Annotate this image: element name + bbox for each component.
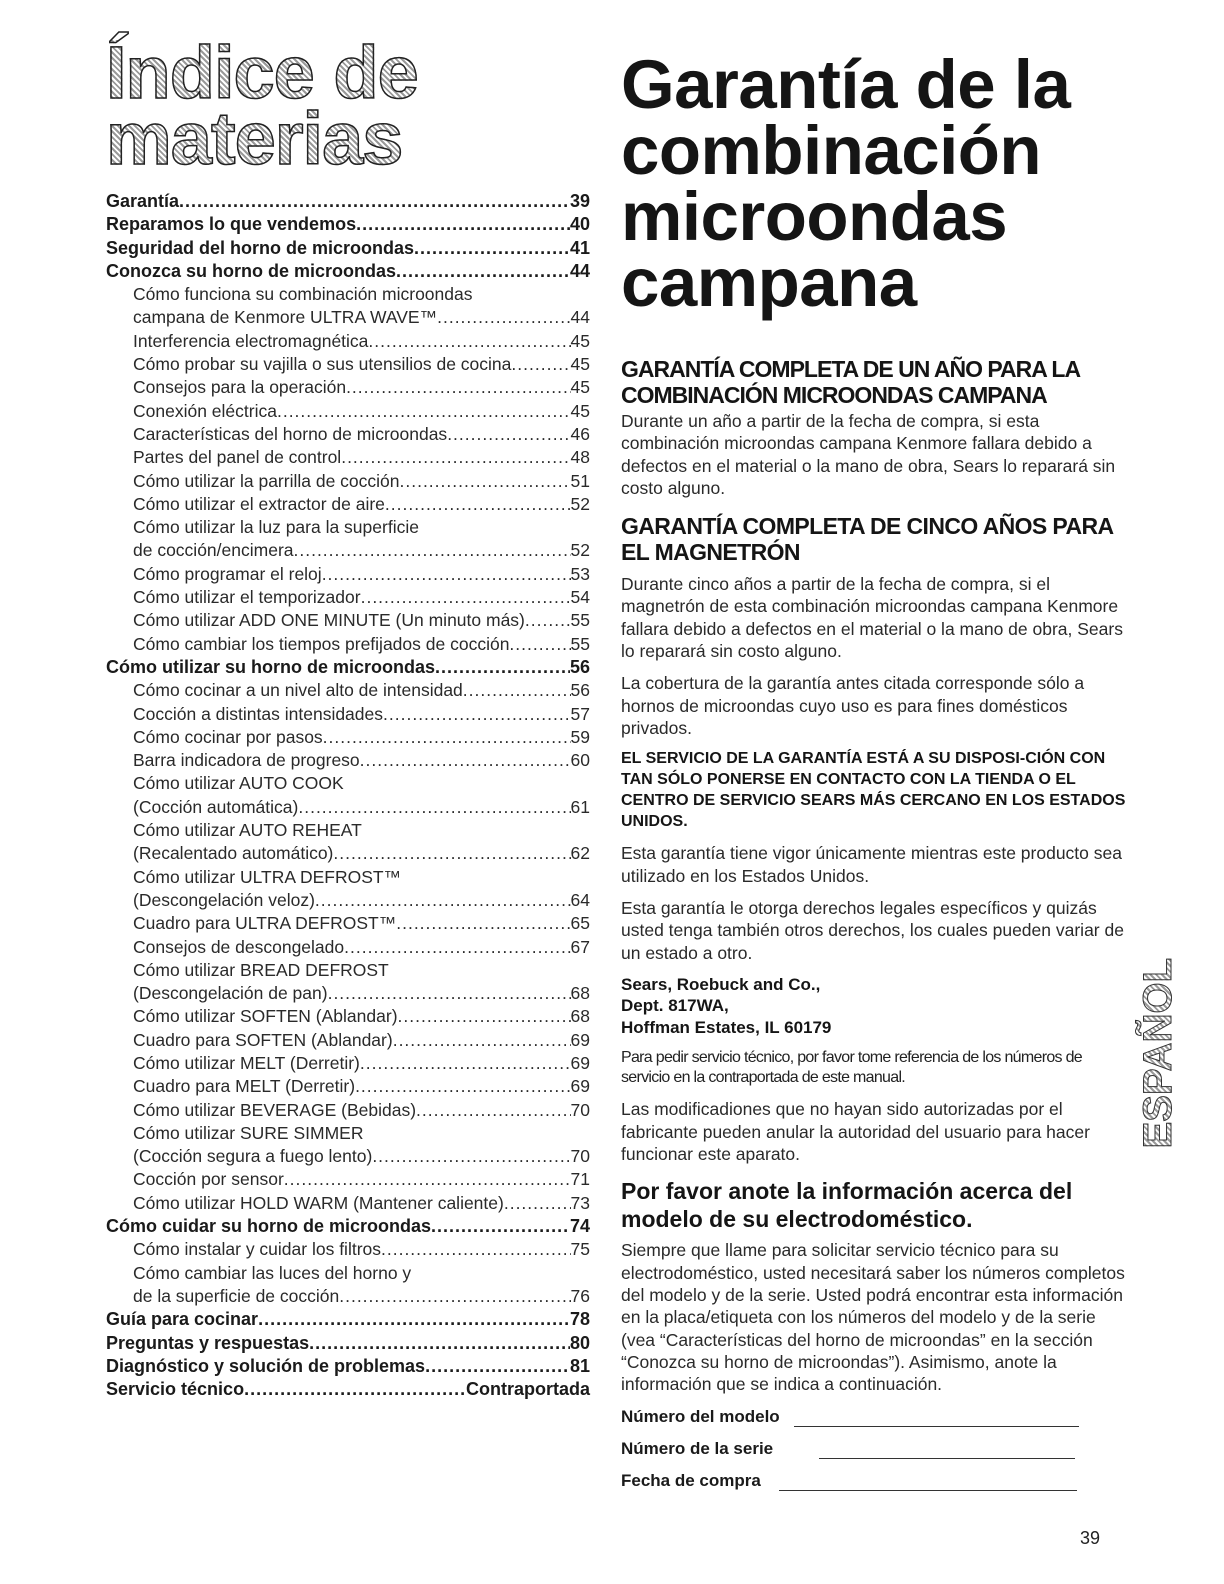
toc-entry-label: Cómo utilizar SURE SIMMER [133, 1122, 364, 1143]
toc-page-number: Contraportada [465, 1379, 590, 1400]
toc-entry-label-cont: (Cocción segura a fuego lento) [133, 1146, 373, 1167]
toc-leader-dots [322, 563, 571, 586]
toc-leader-dots [298, 796, 570, 819]
toc-entry [106, 703, 590, 726]
toc-entry [106, 1215, 590, 1238]
toc-entry [106, 563, 590, 586]
toc-entry [106, 889, 590, 912]
address-line-1: Sears, Roebuck and Co., [621, 974, 821, 994]
toc-entry [106, 470, 590, 493]
toc-leader-dots [344, 936, 570, 959]
toc-leader-dots [396, 260, 570, 283]
toc-leader-dots [361, 586, 571, 609]
toc-entry-label: Cómo utilizar HOLD WARM (Mantener caliente) [133, 1192, 504, 1213]
toc-page-number: 44 [569, 260, 590, 281]
toc-page-number: 78 [569, 1309, 590, 1330]
toc-entry [106, 1192, 590, 1215]
service-reference-text: Para pedir servicio técnico, por favor tome referencia de los números de servicio en la contraportada de este manual. [621, 1049, 1082, 1087]
toc-entry-label: Características del horno de microondas [133, 423, 448, 444]
toc-page-number: 54 [570, 587, 590, 608]
toc-entry [106, 1005, 590, 1028]
warranty-title-line-3: microondas [621, 178, 1008, 255]
toc-leader-dots [431, 1215, 570, 1238]
table-of-contents [106, 31, 590, 1401]
toc-entry-line [106, 819, 590, 842]
toc-entry [106, 982, 590, 1005]
toc-entry-label-cont: (Cocción automática) [133, 796, 299, 817]
toc-leader-dots [284, 1168, 571, 1191]
toc-page-number: 46 [570, 423, 590, 444]
toc-leader-dots [396, 912, 570, 935]
warranty-section [621, 46, 1133, 1491]
toc-entry [106, 609, 590, 632]
model-info-heading: Por favor anote la información acerca del modelo de su electrodoméstico. [621, 1178, 1073, 1233]
toc-entry [106, 679, 590, 702]
toc-entry-label: Cómo instalar y cuidar los filtros [133, 1239, 381, 1260]
toc-entry [106, 1378, 590, 1401]
toc-entry-line [106, 1262, 590, 1285]
toc-entry-label: Conexión eléctrica [133, 400, 277, 421]
toc-leader-dots [339, 1285, 570, 1308]
toc-leader-dots [360, 1052, 571, 1075]
toc-entry-label: Barra indicadora de progreso [133, 750, 360, 771]
toc-entry-label: Cómo utilizar el extractor de aire [133, 493, 385, 514]
coverage-text: La cobertura de la garantía antes citada corresponde sólo a hornos de microondas cuyo uso es para fines domésticos privados. [621, 673, 1085, 738]
toc-page-number: 45 [570, 354, 590, 375]
toc-entry-label: Cómo programar el reloj [133, 563, 322, 584]
toc-leader-dots [425, 1355, 570, 1378]
toc-leader-dots [323, 726, 571, 749]
toc-entry-label: Cómo utilizar ULTRA DEFROST™ [133, 866, 402, 887]
toc-entry [106, 423, 590, 446]
toc-entry-label: Cómo utilizar ADD ONE MINUTE (Un minuto más) [133, 610, 525, 631]
toc-entry-line [106, 516, 590, 539]
toc-entry-label: Cocción a distintas intensidades [133, 703, 384, 724]
toc-title-line-1: Índice de [106, 31, 418, 114]
toc-leader-dots [315, 889, 571, 912]
legal-rights-text: Esta garantía le otorga derechos legales específicos y quizás usted tenga también otros derechos, los cuales pueden variar de un estado a otro. [621, 898, 1124, 963]
toc-entry [106, 353, 590, 376]
toc-list [106, 190, 590, 1401]
toc-entry [106, 400, 590, 423]
toc-page-number: 39 [569, 191, 590, 211]
model-number-label: Número del modelo [621, 1407, 780, 1427]
toc-page-number: 65 [570, 913, 590, 934]
toc-page-number: 74 [569, 1216, 590, 1237]
toc-entry-label: Cómo utilizar su horno de microondas [106, 656, 436, 677]
toc-leader-dots [504, 1192, 571, 1215]
toc-entry-label-cont: (Descongelación de pan) [133, 983, 328, 1004]
toc-entry-label: Cómo utilizar AUTO REHEAT [133, 820, 362, 841]
toc-entry [106, 1029, 590, 1052]
toc-page-number: 61 [570, 796, 590, 817]
toc-leader-dots [398, 1005, 571, 1028]
toc-entry [106, 1332, 590, 1355]
toc-entry [106, 1075, 590, 1098]
purchase-date-label: Fecha de compra [621, 1471, 761, 1491]
toc-entry [106, 842, 590, 865]
toc-entry-label: Diagnóstico y solución de problemas [106, 1355, 426, 1376]
toc-entry-label: Cómo utilizar MELT (Derretir) [133, 1052, 360, 1073]
toc-entry-label-cont: de la superficie de cocción [133, 1285, 340, 1306]
toc-page-number: 44 [570, 307, 590, 328]
toc-page-number: 56 [569, 656, 590, 677]
toc-page-number: 41 [569, 237, 590, 258]
toc-leader-dots [400, 470, 571, 493]
toc-leader-dots [355, 1075, 570, 1098]
toc-entry-label: Cuadro para MELT (Derretir) [133, 1076, 356, 1097]
toc-entry-label: Garantía [106, 191, 180, 211]
toc-entry-label: Cómo probar su vajilla o sus utensilios de cocina [133, 354, 512, 375]
toc-leader-dots [463, 679, 571, 702]
modifications-text: Las modificadiones que no hayan sido autorizadas por el fabricante pueden anular la autoridad del usuario para hacer funcionar este aparato. [621, 1099, 1090, 1165]
toc-entry [106, 330, 590, 353]
toc-page-number: 55 [570, 633, 590, 654]
toc-leader-dots [414, 237, 570, 260]
toc-entry [106, 1145, 590, 1168]
toc-entry-line [106, 959, 590, 982]
toc-entry-label: Partes del panel de control [133, 447, 342, 468]
toc-leader-dots [511, 353, 570, 376]
one-year-warranty-text: Durante un año a partir de la fecha de compra, si esta combinación microondas campana Kenmore fallara debido a defectos en el material o la mano de obra, Sears lo reparará sin costo alguno. [621, 411, 1116, 498]
toc-entry-label: Cómo utilizar la parrilla de cocción [133, 470, 400, 491]
toc-leader-dots [309, 1332, 570, 1355]
toc-page-number: 69 [570, 1076, 590, 1097]
toc-entry [106, 586, 590, 609]
purchase-date-row [621, 1471, 1133, 1491]
toc-entry-label-cont: campana de Kenmore ULTRA WAVE™ [133, 307, 438, 328]
toc-entry [106, 796, 590, 819]
toc-entry-line [106, 866, 590, 889]
toc-leader-dots [258, 1308, 570, 1331]
toc-page-number: 45 [570, 377, 590, 398]
toc-entry-label: Guía para cocinar [106, 1309, 259, 1330]
toc-page-number: 80 [569, 1332, 590, 1353]
toc-entry-label: Cómo cambiar los tiempos prefijados de cocción [133, 633, 510, 654]
language-tab-label: ESPAÑOL [1135, 957, 1180, 1149]
toc-entry-label: Cómo cocinar por pasos [133, 726, 323, 747]
toc-leader-dots [368, 330, 570, 353]
toc-page-number: 40 [569, 214, 590, 235]
toc-page-number: 76 [570, 1285, 590, 1306]
toc-leader-dots [383, 703, 571, 726]
toc-leader-dots [341, 446, 570, 469]
toc-page-number: 48 [570, 447, 590, 468]
toc-leader-dots [393, 1029, 571, 1052]
toc-entry-label-cont: (Descongelación veloz) [133, 889, 315, 910]
toc-leader-dots [435, 656, 570, 679]
toc-entry-label: Cómo utilizar el temporizador [133, 587, 361, 608]
toc-entry [106, 912, 590, 935]
toc-page-number: 64 [570, 889, 590, 910]
toc-page-number: 68 [570, 983, 590, 1004]
toc-entry [106, 936, 590, 959]
language-side-tab [1136, 930, 1180, 1176]
toc-entry-label: Consejos de descongelado [133, 936, 345, 957]
toc-entry-label: Reparamos lo que vendemos [106, 214, 357, 235]
toc-page-number: 69 [570, 1052, 590, 1073]
toc-leader-dots [360, 749, 571, 772]
warranty-title [621, 46, 1133, 321]
toc-entry-label: Cómo funciona su combinación microondas [133, 284, 473, 305]
toc-entry-label: Cuadro para ULTRA DEFROST™ [133, 913, 397, 934]
toc-entry [106, 726, 590, 749]
toc-entry [106, 1052, 590, 1075]
toc-page-number: 45 [570, 330, 590, 351]
toc-page-number: 57 [570, 703, 590, 724]
model-number-row [621, 1407, 1133, 1427]
five-year-warranty-heading: GARANTÍA COMPLETA DE CINCO AÑOS PARA EL MAGNETRÓN [621, 513, 1113, 566]
purchase-date-field[interactable] [779, 1477, 1077, 1491]
toc-page-number: 71 [570, 1169, 590, 1190]
toc-leader-dots [381, 1238, 571, 1261]
toc-page-number: 68 [570, 1006, 590, 1027]
toc-entry [106, 213, 590, 236]
toc-page-number: 45 [570, 400, 590, 421]
toc-entry [106, 376, 590, 399]
toc-entry-line [106, 1122, 590, 1145]
toc-entry-label: Cómo utilizar BEVERAGE (Bebidas) [133, 1099, 417, 1120]
toc-entry-label: Cómo utilizar la luz para la superficie [133, 517, 419, 538]
toc-entry [106, 1238, 590, 1261]
toc-entry [106, 1099, 590, 1122]
five-year-warranty-text: Durante cinco años a partir de la fecha de compra, si el magnetrón de esta combinación microondas campana Kenmore fallara debido a defectos en el material o la mano de obra, Sears lo reparará sin costo alguno. [621, 574, 1123, 662]
toc-entry-label: Cómo cuidar su horno de microondas [106, 1216, 432, 1237]
warranty-title-line-1: Garantía de la [621, 46, 1071, 123]
toc-leader-dots [447, 423, 570, 446]
serial-number-row [621, 1439, 1133, 1459]
toc-entry [106, 656, 590, 679]
toc-entry [106, 446, 590, 469]
service-notice: EL SERVICIO DE LA GARANTÍA ESTÁ A SU DISPOSI-CIÓN CON TAN SÓLO PONERSE EN CONTACTO CON LA TIENDA O EL CENTRO DE SERVICIO SEARS MÁS CERCANO EN LOS ESTADOS UNIDOS. [621, 750, 1126, 830]
toc-entry [106, 1285, 590, 1308]
toc-page-number: 62 [570, 843, 590, 864]
toc-page-number: 53 [570, 563, 590, 584]
toc-page-number: 75 [570, 1239, 590, 1260]
toc-entry [106, 237, 590, 260]
serial-number-field[interactable] [819, 1445, 1075, 1459]
toc-page-number: 60 [570, 750, 590, 771]
toc-leader-dots [179, 190, 570, 213]
toc-leader-dots [385, 493, 571, 516]
toc-entry-label: Cocción por sensor [133, 1169, 284, 1190]
toc-page-number: 52 [570, 540, 590, 561]
toc-page-number: 70 [570, 1146, 590, 1167]
toc-page-number: 67 [570, 936, 590, 957]
toc-page-number: 69 [570, 1029, 590, 1050]
toc-entry [106, 260, 590, 283]
toc-leader-dots [294, 539, 571, 562]
toc-leader-dots [277, 400, 571, 423]
toc-leader-dots [328, 982, 571, 1005]
page-number: 39 [1080, 1528, 1101, 1548]
toc-entry [106, 493, 590, 516]
toc-page-number: 59 [570, 726, 590, 747]
toc-entry [106, 633, 590, 656]
toc-entry-label: Preguntas y respuestas [106, 1332, 310, 1353]
toc-entry-label: Interferencia electromagnética [133, 330, 369, 351]
toc-entry [106, 539, 590, 562]
toc-entry-label-cont: (Recalentado automático) [133, 843, 334, 864]
toc-entry-line [106, 283, 590, 306]
toc-page-number: 56 [570, 680, 590, 701]
toc-entry-label-cont: de cocción/encimera [133, 540, 294, 561]
address-line-2: Dept. 817WA, [621, 996, 729, 1016]
toc-entry-label: Cómo cocinar a un nivel alto de intensidad [133, 680, 463, 701]
warranty-title-line-4: campana [621, 244, 917, 321]
toc-entry [106, 1355, 590, 1378]
toc-title [106, 31, 590, 180]
serial-number-label: Número de la serie [621, 1439, 774, 1459]
sears-address [621, 974, 1133, 1039]
usa-only-text: Esta garantía tiene vigor únicamente mientras este producto sea utilizado en los Estados Unidos. [621, 843, 1122, 886]
toc-page-number: 51 [570, 470, 590, 491]
toc-entry [106, 1308, 590, 1331]
toc-leader-dots [333, 842, 570, 865]
model-info-text: Siempre que llame para solicitar servicio técnico para su electrodoméstico, usted necesitará saber los números completos del modelo y de la serie. Usted podrá encontrar esta información en la placa/etiqueta con los números del modelo y de la serie (vea “Características del horno de microondas” en la sección “Conozca su horno de microondas”). Asimismo, anote la información que se indica a continuación. [621, 1240, 1125, 1395]
address-line-3: Hoffman Estates, IL 60179 [621, 1017, 832, 1037]
toc-leader-dots [356, 213, 570, 236]
warranty-title-line-2: combinación [621, 112, 1042, 189]
toc-page-number: 55 [570, 610, 590, 631]
toc-leader-dots [346, 376, 570, 399]
toc-entry-label: Consejos para la operación [133, 377, 347, 398]
toc-entry-label: Cómo utilizar BREAD DEFROST [133, 959, 389, 980]
toc-entry [106, 306, 590, 329]
toc-entry-label: Cómo cambiar las luces del horno y [133, 1262, 412, 1283]
one-year-warranty-heading: GARANTÍA COMPLETA DE UN AÑO PARA LA COMBINACIÓN MICROONDAS CAMPANA [621, 356, 1080, 408]
toc-entry-label: Seguridad del horno de microondas [106, 237, 415, 258]
toc-entry-label: Conozca su horno de microondas [106, 260, 397, 281]
toc-page-number: 73 [570, 1192, 590, 1213]
toc-page-number: 52 [570, 493, 590, 514]
toc-leader-dots [525, 609, 571, 632]
toc-entry-label: Servicio técnico [106, 1379, 245, 1400]
toc-entry [106, 749, 590, 772]
toc-entry-label: Cómo utilizar AUTO COOK [133, 773, 344, 794]
model-number-field[interactable] [794, 1413, 1079, 1427]
toc-leader-dots [437, 306, 570, 329]
toc-page-number: 70 [570, 1099, 590, 1120]
toc-entry-label: Cómo utilizar SOFTEN (Ablandar) [133, 1006, 398, 1027]
toc-page-number: 81 [569, 1355, 590, 1376]
toc-leader-dots [372, 1145, 570, 1168]
toc-leader-dots [416, 1099, 571, 1122]
toc-leader-dots [509, 633, 570, 656]
toc-entry-line [106, 772, 590, 795]
toc-title-line-2: materias [106, 97, 403, 180]
toc-entry [106, 1168, 590, 1191]
toc-entry-label: Cuadro para SOFTEN (Ablandar) [133, 1029, 393, 1050]
toc-leader-dots [244, 1378, 466, 1401]
toc-entry [106, 190, 590, 213]
